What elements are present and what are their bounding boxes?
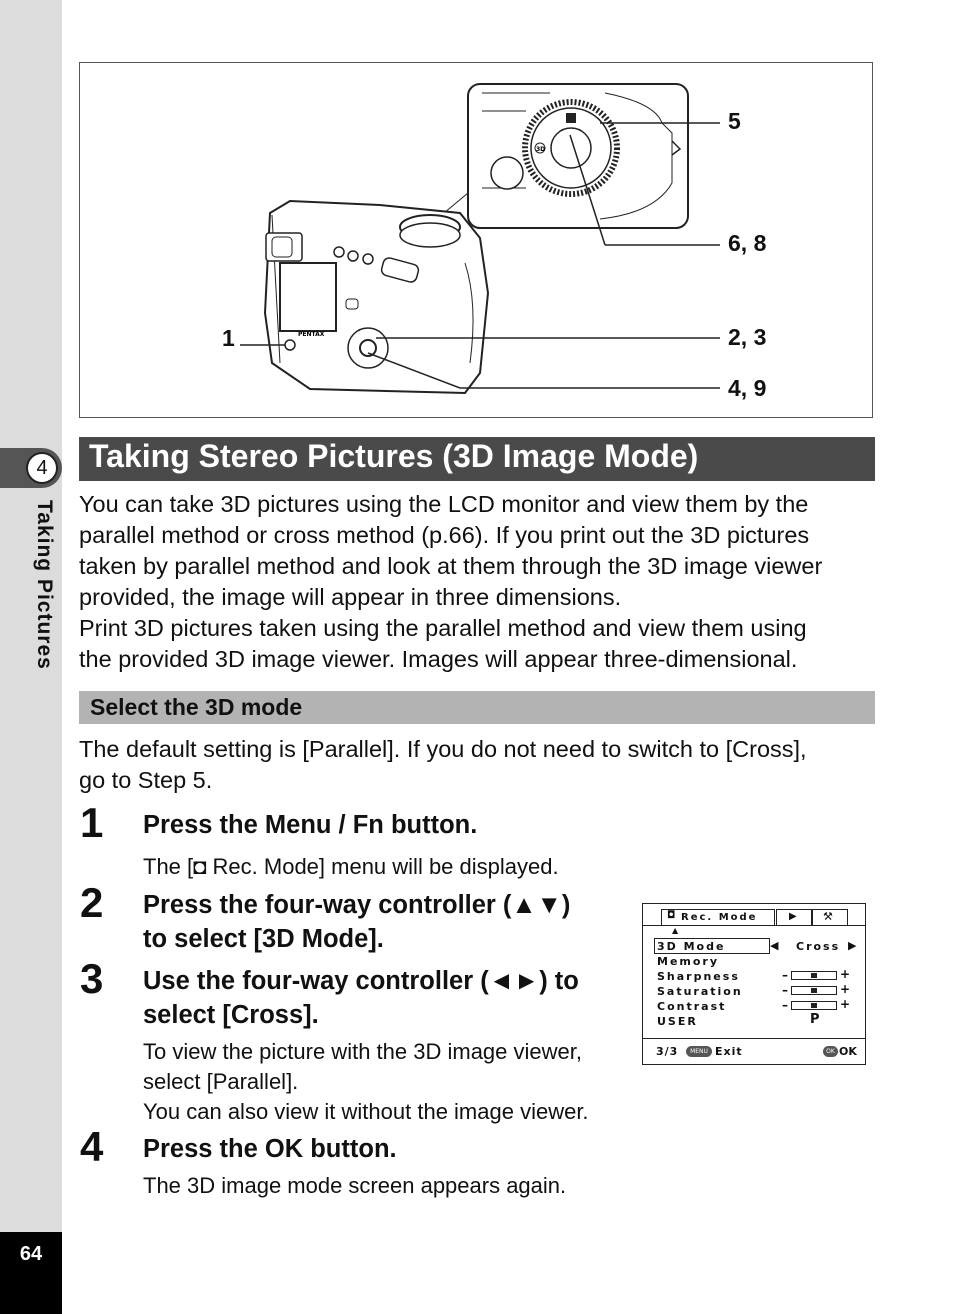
intro-line: Print 3D pictures taken using the parallel method and view them using <box>79 615 807 641</box>
callout-4-9: 4, 9 <box>728 375 767 401</box>
step-title-line: Press the Menu / Fn button. <box>143 811 478 839</box>
menu-row-3d-mode: 3D Mode <box>657 940 726 953</box>
section-title-bar <box>79 437 875 481</box>
minus-icon: – <box>782 968 788 982</box>
chapter-number: 4 <box>26 452 58 484</box>
menu-row-contrast: Contrast <box>657 1000 727 1013</box>
step-1-number: 1 <box>80 799 104 846</box>
minus-icon: – <box>782 983 788 997</box>
step-title-line: Use the four-way controller (◄►) to <box>143 967 579 995</box>
step-desc-line: The [◘ Rec. Mode] menu will be displayed. <box>143 854 559 879</box>
step-title-line: select [Cross]. <box>143 1001 319 1029</box>
camera-figure <box>79 62 873 418</box>
plus-icon: + <box>840 982 851 996</box>
menu-row-user: USER <box>657 1015 698 1028</box>
scroll-up-icon: ▲ <box>672 926 679 935</box>
intro-line: the provided 3D image viewer. Images will appear three-dimensional. <box>79 646 798 672</box>
step-desc-line: You can also view it without the image viewer. <box>143 1099 589 1124</box>
intro-line: parallel method or cross method (p.66). If you print out the 3D pictures <box>79 522 810 548</box>
step-4-number: 4 <box>80 1123 104 1170</box>
contrast-slider <box>791 1001 837 1010</box>
step-1-title <box>143 808 477 842</box>
chapter-title: Taking Pictures <box>33 500 56 670</box>
saturation-slider <box>791 986 837 995</box>
arrow-right-icon: ▶ <box>848 939 857 952</box>
menu-row-sharpness: Sharpness <box>657 970 740 983</box>
arrow-left-icon: ◀ <box>770 939 779 952</box>
callout-6-8: 6, 8 <box>728 230 767 256</box>
playback-icon: ▶ <box>789 911 797 922</box>
step-3-title <box>143 964 579 1032</box>
step-4-title <box>143 1132 397 1166</box>
menu-tab-label: Rec. Mode <box>681 912 758 923</box>
step-desc-line: select [Parallel]. <box>143 1069 299 1094</box>
camera-icon: ◘ <box>667 910 678 921</box>
brand-logo: PENTAX <box>298 331 325 338</box>
step-2-number: 2 <box>80 879 104 926</box>
mode-value: Cross <box>796 940 841 953</box>
intro-line: You can take 3D pictures using the LCD monitor and view them by the <box>79 491 809 517</box>
page-indicator: 3/3 <box>656 1045 679 1058</box>
svg-text:3D: 3D <box>536 146 546 153</box>
ok-label: OK <box>839 1045 857 1058</box>
default-line: go to Step 5. <box>79 767 213 793</box>
default-setting-paragraph <box>79 734 879 796</box>
menu-tab-setup <box>812 909 848 926</box>
page-number: 64 <box>19 1243 43 1265</box>
menu-tab-playback <box>776 909 812 926</box>
step-title-line: Press the OK button. <box>143 1135 397 1163</box>
callout-2-3: 2, 3 <box>728 324 767 350</box>
step-3-number: 3 <box>80 955 104 1002</box>
menu-footer-divider <box>643 1038 865 1039</box>
menu-row-memory: Memory <box>657 955 720 968</box>
callout-1: 1 <box>222 325 235 351</box>
minus-icon: – <box>782 998 788 1012</box>
menu-screen <box>642 903 866 1065</box>
step-2-title <box>143 888 570 956</box>
user-value: P <box>810 1012 820 1027</box>
step-4-description <box>143 1171 566 1201</box>
step-1-description <box>143 852 559 882</box>
step-title-line: to select [3D Mode]. <box>143 925 384 953</box>
step-desc-line: To view the picture with the 3D image viewer, <box>143 1039 582 1064</box>
menu-row-saturation: Saturation <box>657 985 743 998</box>
intro-line: taken by parallel method and look at them through the 3D image viewer <box>79 553 823 579</box>
plus-icon: + <box>840 997 851 1011</box>
step-desc-line: The 3D image mode screen appears again. <box>143 1173 567 1198</box>
intro-paragraph <box>79 489 879 675</box>
ok-key-icon: OK <box>823 1046 838 1057</box>
step-3-description <box>143 1037 589 1127</box>
intro-line: provided, the image will appear in three dimensions. <box>79 584 622 610</box>
plus-icon: + <box>840 967 851 981</box>
section-title: Taking Stereo Pictures (3D Image Mode) <box>89 438 699 474</box>
sharpness-slider <box>791 971 837 980</box>
step-title-line: Press the four-way controller (▲▼) <box>143 891 571 919</box>
subheading-bar <box>79 691 875 724</box>
wrench-icon: ⚒ <box>823 910 833 923</box>
default-line: The default setting is [Parallel]. If you do not need to switch to [Cross], <box>79 736 807 762</box>
callout-5: 5 <box>728 108 741 134</box>
menu-key-icon: MENU <box>686 1046 712 1057</box>
subheading: Select the 3D mode <box>90 694 303 720</box>
exit-label: Exit <box>715 1045 743 1058</box>
